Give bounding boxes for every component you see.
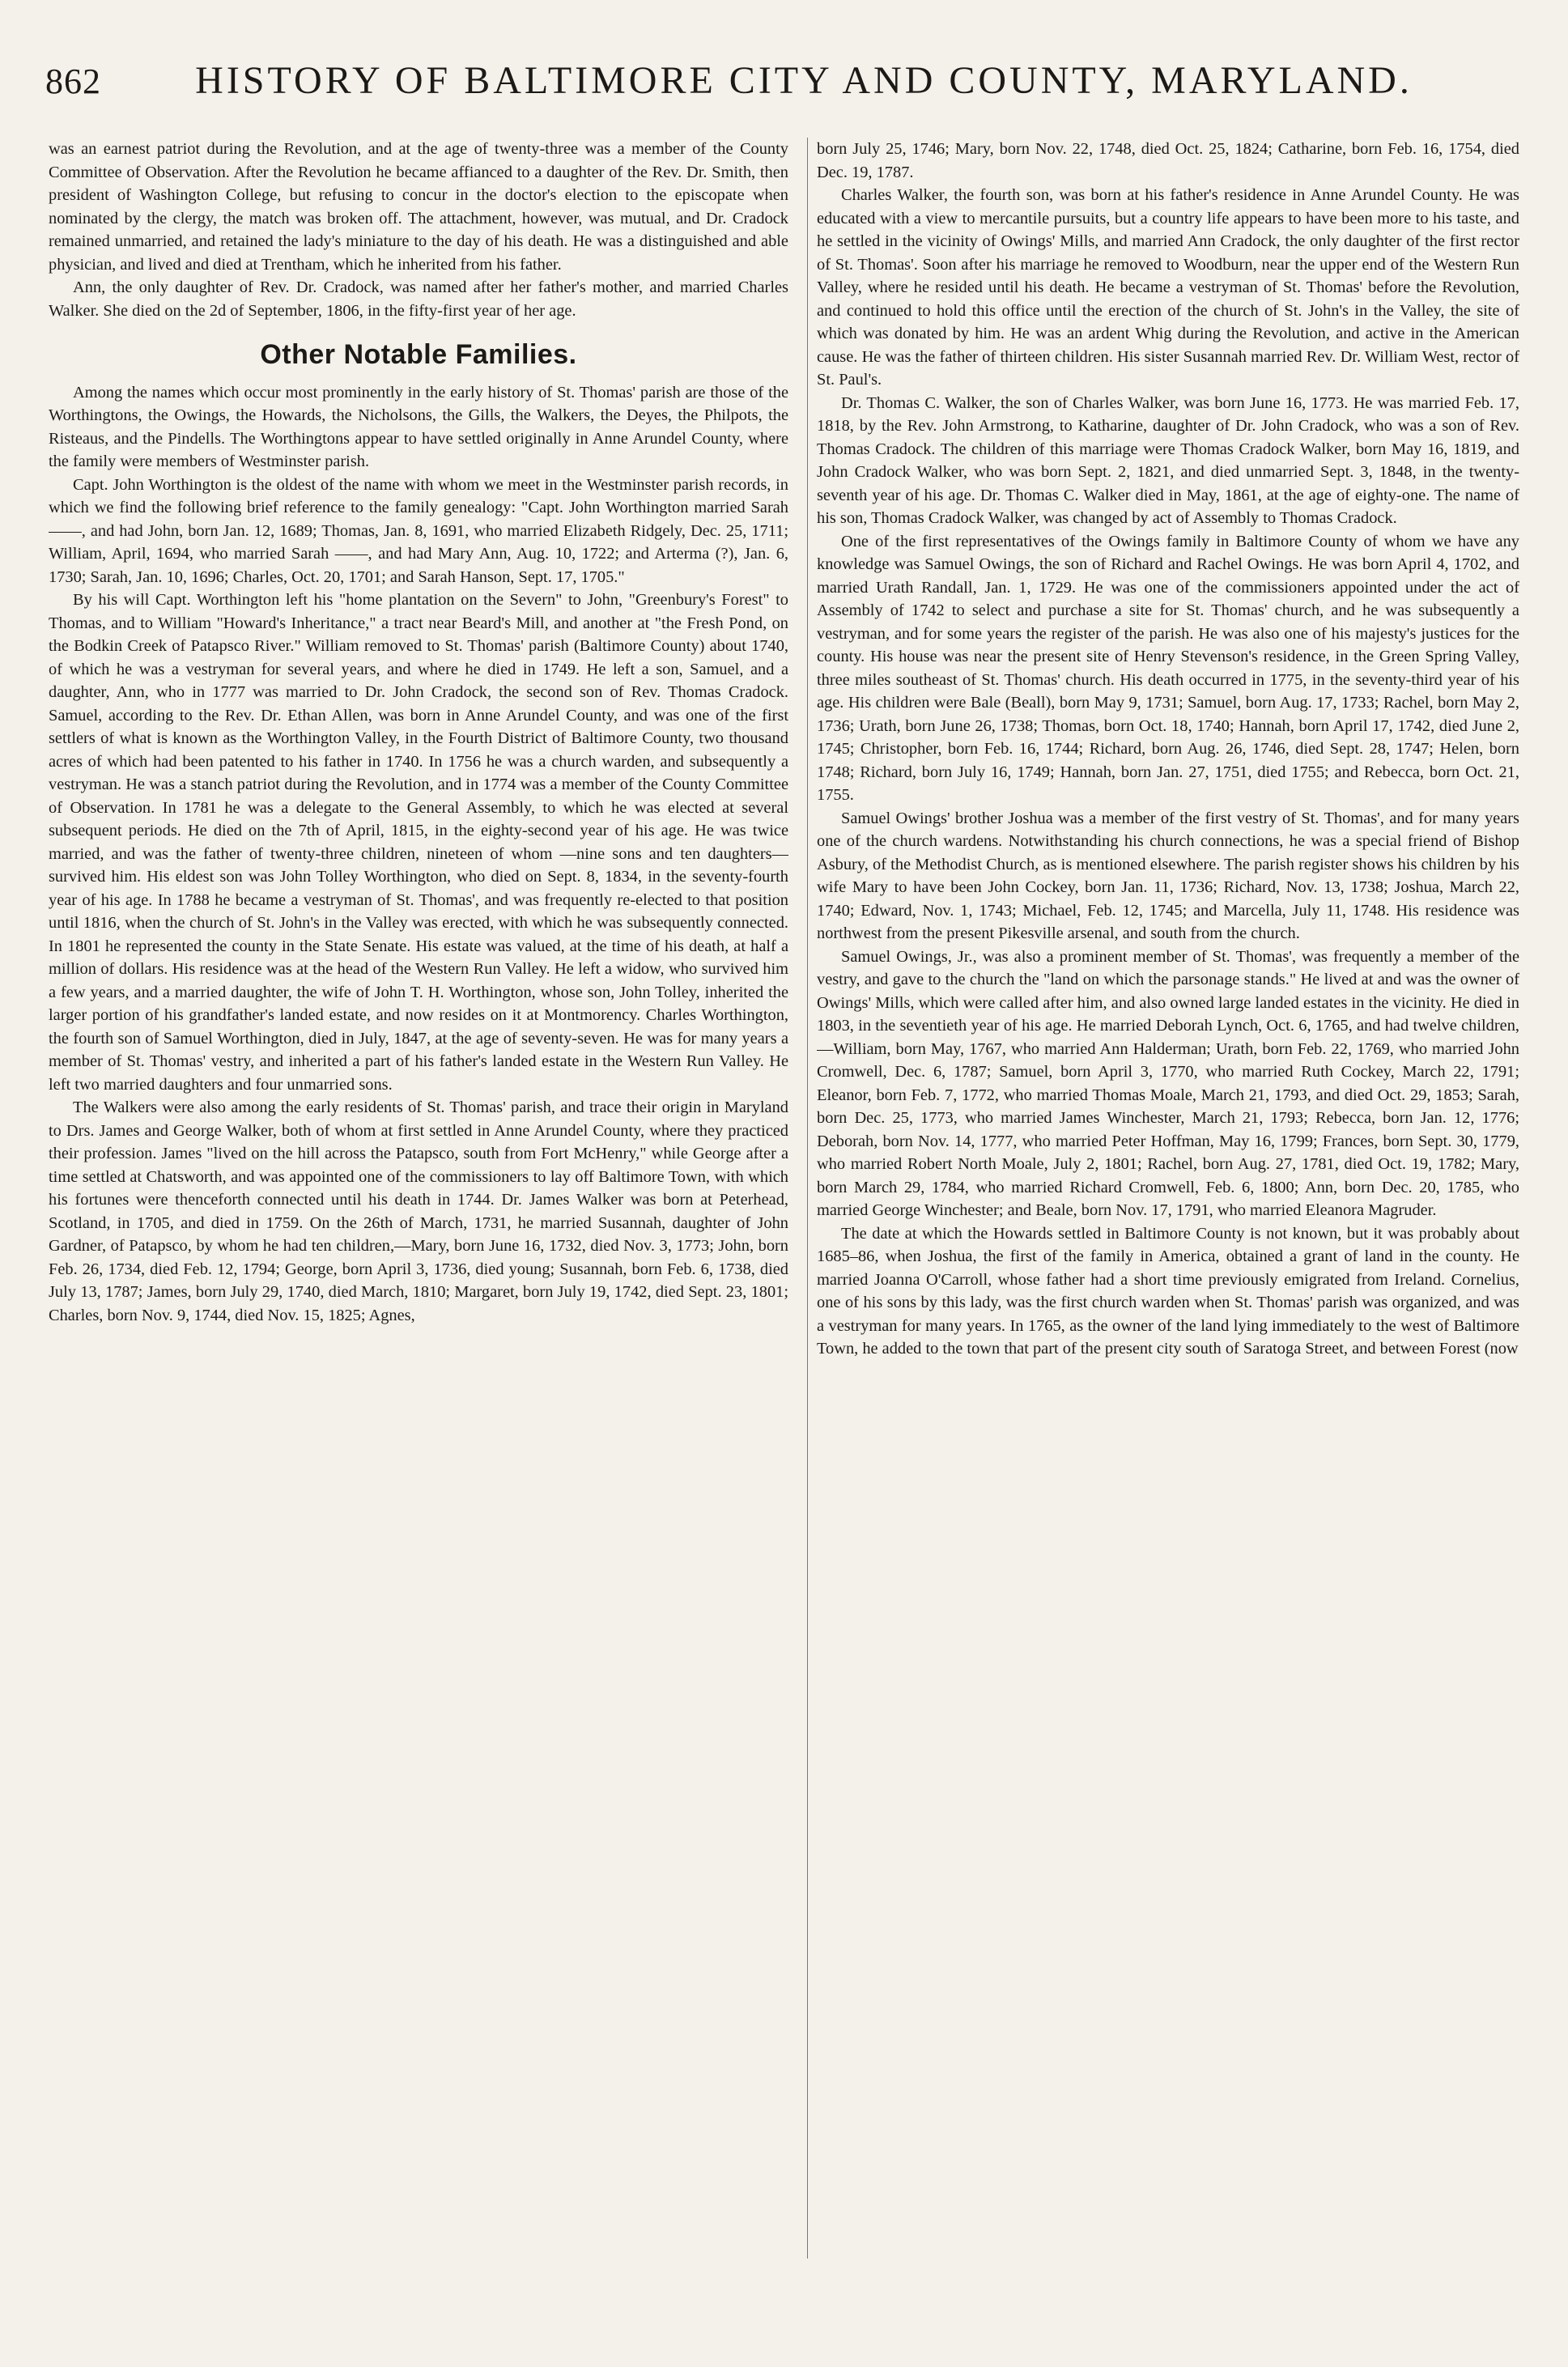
paragraph: The Walkers were also among the early residents of St. Thomas' parish, and trace their origin in Maryland to Drs. James and George Walker, both of whom at first settled in Anne Arundel County, where they practiced their profession. James "lived on the hill across the Patapsco, south from Fort McHenry," while George after a time settled at Chatsworth, and was appointed one of the commissioners to lay off Baltimore Town, with which his fortunes were thenceforth connected until his death in 1744. Dr. James Walker was born at Peterhead, Scotland, in 1705, and died in 1759. On the 26th of March, 1731, he married Susannah, daughter of John Gardner, of Patapsco, by whom he had ten children,—Mary, born June 16, 1732, died Nov. 3, 1773; John, born Feb. 26, 1734, died Feb. 12, 1794; George, born April 3, 1736, died young; Susannah, born Feb. 6, 1738, died July 13, 1787; James, born July 29, 1740, died March, 1810; Margaret, born July 19, 1742, died Sept. 23, 1801; Charles, born Nov. 9, 1744, died Nov. 15, 1825; Agnes,	[49, 1099, 788, 1324]
page-header	[45, 58, 1523, 103]
paragraph: Among the names which occur most prominently in the early history of St. Thomas' parish are those of the Worthingtons, the Owings, the Howards, the Nicholsons, the Gills, the Walkers, the Deyes, the Philpots, the Risteaus, and the Pindells. The Worthingtons appear to have settled originally in Anne Arundel County, where the family were members of Westminster parish.	[49, 383, 788, 470]
paragraph: Samuel Owings' brother Joshua was a member of the first vestry of St. Thomas', and for many years one of the church wardens. Notwithstanding his church connections, he was a special friend of Bishop Asbury, of the Methodist Church, as is mentioned elsewhere. The parish register shows his children by his wife Mary to have been John Cockey, born Jan. 11, 1736; Richard, Nov. 13, 1738; Joshua, March 22, 1740; Edward, Nov. 1, 1743; Michael, Feb. 12, 1745; and Marcella, July 11, 1748. His residence was northwest from the present Pikesville arsenal, and south from the church.	[817, 809, 1519, 942]
paragraph: The date at which the Howards settled in Baltimore County is not known, but it was probably about 1685–86, when Joshua, the first of the family in America, obtained a grant of land in the county. He married Joanna O'Carroll, whose father had a short time previously emigrated from Ireland. Cornelius, one of his sons by this lady, was the first church warden when St. Thomas' parish was organized, and was a vestryman for many years. In 1765, as the owner of the land lying immediately to the west of Baltimore Town, he added to the town that part of the present city south of Saratoga Street, and between Forest (now	[817, 1224, 1519, 1358]
section-heading: Other Notable Families.	[260, 339, 577, 370]
left-column	[49, 138, 788, 2339]
paragraph: By his will Capt. Worthington left his "home plantation on the Severn" to John, "Greenbury's Forest" to Thomas, and to William "Howard's Inheritance," a tract near Beard's Mill, and another at "the Fresh Pond, on the Bodkin Creek of Patapsco River." William removed to St. Thomas' parish (Baltimore County) about 1740, of which he was a vestryman for several years, and where he died in 1749. He left a son, Samuel, and a daughter, Ann, who in 1777 was married to Dr. John Cradock, the second son of Rev. Thomas Cradock. Samuel, according to the Rev. Dr. Ethan Allen, was born in Anne Arundel County, and was one of the first settlers of what is known as the Worthington Valley, in the Fourth District of Baltimore County, two thousand acres of which had been patented to his father in 1740. In 1756 he was a church warden, and subsequently a vestryman. He was a stanch patriot during the Revolution, and in 1774 was a member of the County Committee of Observation. In 1781 he was a delegate to the General Assembly, to which he was elected at several subsequent periods. He died on the 7th of April, 1815, in the eighty-second year of his age. He was twice married, and was the father of twenty-three children, nineteen of whom —nine sons and ten daughters—survived him. His eldest son was John Tolley Worthington, who died on Sept. 8, 1834, in the seventy-fourth year of his age. In 1788 he became a vestryman of St. Thomas', and was frequently re-elected to that position until 1816, when the church of St. John's in the Valley was erected, with which he was subsequently connected. In 1801 he represented the county in the State Senate. His estate was valued, at the time of his death, at half a million of dollars. His residence was at the head of the Western Run Valley. He left a widow, who survived him a few years, and a married daughter, the wife of John T. H. Worthington, whose son, John Tolley, inherited the larger portion of his grandfather's landed estate, and now resides on it at Montmorency. Charles Worthington, the fourth son of Samuel Worthington, died in July, 1847, at the age of seventy-seven. He was for many years a member of St. Thomas' vestry, and inherited a part of his father's landed estate in the Western Run Valley. He left two married daughters and four unmarried sons.	[49, 591, 788, 1094]
paragraph: Capt. John Worthington is the oldest of the name with whom we meet in the Westminster parish records, in which we find the following brief reference to the family genealogy: "Capt. John Worthington married Sarah ——, and had John, born Jan. 12, 1689; Thomas, Jan. 8, 1691, who married Elizabeth Ridgely, Dec. 25, 1711; William, April, 1694, who married Sarah ——, and had Mary Ann, Aug. 10, 1722; and Arterma (?), Jan. 6, 1730; Sarah, Jan. 10, 1696; Charles, Oct. 20, 1701; and Sarah Hanson, Sept. 17, 1705."	[49, 475, 788, 586]
paragraph: Ann, the only daughter of Rev. Dr. Cradock, was named after her father's mother, and married Charles Walker. She died on the 2d of September, 1806, in the fifty-first year of her age.	[49, 278, 788, 320]
paragraph: born July 25, 1746; Mary, born Nov. 22, 1748, died Oct. 25, 1824; Catharine, born Feb. 16, 1754, died Dec. 19, 1787.	[817, 140, 1519, 181]
paragraph: was an earnest patriot during the Revolution, and at the age of twenty-three was a member of the County Committee of Observation. After the Revolution he became affianced to a daughter of the Rev. Dr. Smith, then president of Washington College, but refusing to concur in the doctor's election to the episcopate when nominated by the clergy, the match was broken off. The attachment, however, was mutual, and Dr. Cradock remained unmarried, and retained the lady's miniature to the day of his death. He was a distinguished and able physician, and lived and died at Trentham, which he inherited from his father.	[49, 140, 788, 274]
paragraph: One of the first representatives of the Owings family in Baltimore County of whom we have any knowledge was Samuel Owings, the son of Richard and Rachel Owings. He was born April 4, 1702, and married Urath Randall, Jan. 1, 1729. He was one of the commissioners appointed under the act of Assembly of 1742 to select and purchase a site for St. Thomas' church, and he was subsequently a vestryman, and for some years the register of the parish. He was also one of his majesty's justices for the county. His house was near the present site of Henry Stevenson's residence, in the Green Spring Valley, three miles southeast of St. Thomas' church. His death occurred in 1775, in the seventy-third year of his age. His children were Bale (Beall), born May 9, 1731; Samuel, born Aug. 17, 1733; Rachel, born May 2, 1736; Urath, born June 26, 1738; Thomas, born Oct. 18, 1740; Hannah, born April 17, 1742, died June 2, 1745; Christopher, born Feb. 16, 1744; Richard, born Aug. 26, 1746, died Sept. 28, 1747; Helen, born 1748; Richard, born July 16, 1749; Hannah, born Jan. 27, 1751, died 1755; and Rebecca, born Oct. 21, 1755.	[817, 532, 1519, 804]
paragraph: Charles Walker, the fourth son, was born at his father's residence in Anne Arundel County. He was educated with a view to mercantile pursuits, but a country life appears to have been more to his taste, and he settled in the vicinity of Owings' Mills, and married Ann Cradock, the only daughter of the first rector of St. Thomas'. Soon after his marriage he removed to Woodburn, near the upper end of the Western Run Valley, where he resided until his death. He became a vestryman of St. Thomas' before the Revolution, and continued to hold this office until the erection of the church of St. John's in the Valley, the site of which was donated by him. He was an ardent Whig during the Revolution, and active in the American cause. He was the father of thirteen children. His sister Susannah married Rev. Dr. William West, rector of St. Paul's.	[817, 186, 1519, 389]
column-divider	[807, 138, 808, 2259]
page-number: 862	[45, 62, 101, 101]
right-column	[817, 138, 1519, 2339]
running-title: HISTORY OF BALTIMORE CITY AND COUNTY, MARYLAND.	[195, 59, 1413, 102]
text-columns	[49, 138, 1519, 2339]
paragraph: Samuel Owings, Jr., was also a prominent member of St. Thomas', was frequently a member of the vestry, and gave to the church the "land on which the parsonage stands." He lived at and was the owner of Owings' Mills, which were called after him, and also owned large landed estates in the vicinity. He died in 1803, in the seventieth year of his age. He married Deborah Lynch, Oct. 6, 1765, and had twelve children, —William, born May, 1767, who married Ann Halderman; Urath, born Feb. 22, 1769, who married John Cromwell, Dec. 6, 1787; Samuel, born April 3, 1770, who married Ruth Cockey, March 22, 1791; Eleanor, born Feb. 7, 1772, who married Thomas Moale, March 21, 1793, and died Oct. 29, 1853; Sarah, born Dec. 25, 1773, who married James Winchester, March 21, 1793; Rebecca, born Jan. 12, 1776; Deborah, born Nov. 14, 1777, who married Peter Hoffman, May 16, 1799; Frances, born Sept. 30, 1779, who married Robert North Moale, July 2, 1801; Rachel, born Aug. 27, 1781, died Oct. 19, 1782; Mary, born March 29, 1784, who married Richard Cromwell, Feb. 6, 1800; Ann, born Dec. 20, 1785, who married George Winchester; and Beale, born Nov. 17, 1791, who married Eleanora Magruder.	[817, 947, 1519, 1219]
paragraph: Dr. Thomas C. Walker, the son of Charles Walker, was born June 16, 1773. He was married Feb. 17, 1818, by the Rev. John Armstrong, to Katharine, daughter of Dr. John Cradock, who was a son of Rev. Thomas Cradock. The children of this marriage were Thomas Cradock Walker, born May 16, 1819, and John Cradock Walker, who was born Sept. 2, 1821, and died unmarried Sept. 3, 1848, in the twenty-seventh year of his age. Dr. Thomas C. Walker died in May, 1861, at the age of eighty-one. The name of his son, Thomas Cradock Walker, was changed by act of Assembly to Thomas Cradock.	[817, 393, 1519, 527]
